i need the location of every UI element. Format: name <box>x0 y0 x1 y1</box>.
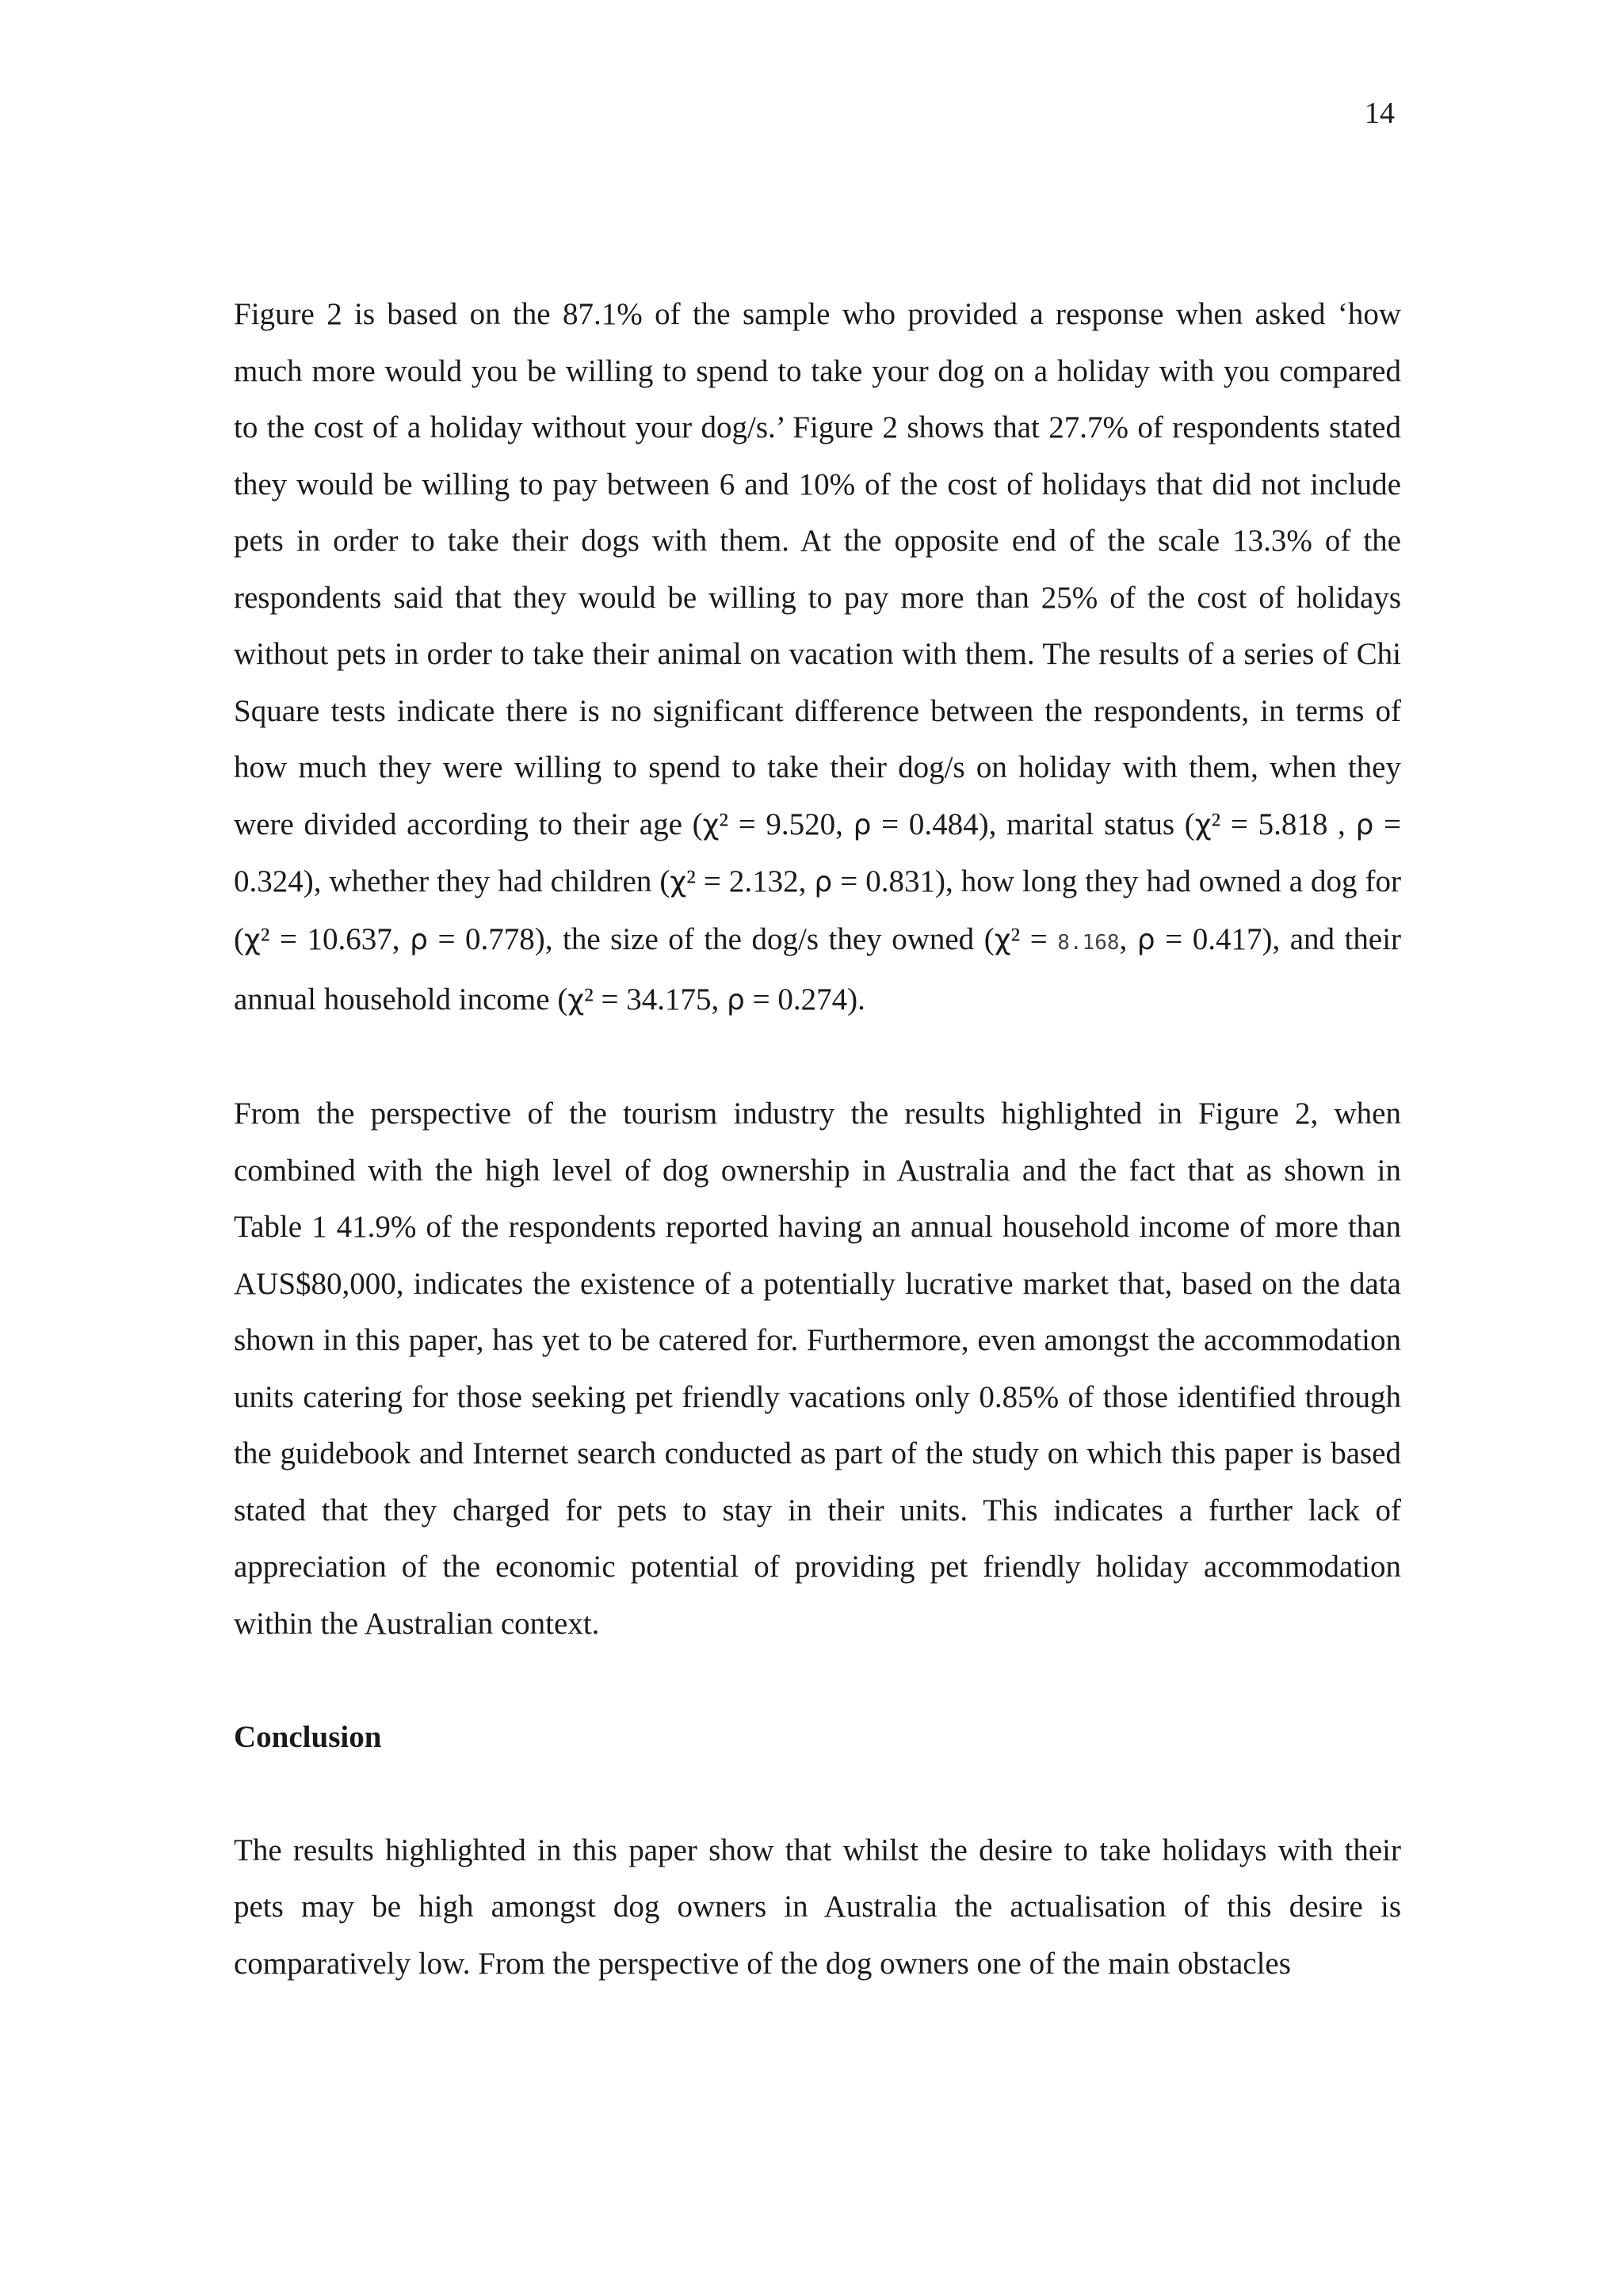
chi-symbol: χ <box>670 866 687 898</box>
chi-symbol: χ <box>994 923 1011 956</box>
text-segment: ² = 10.637, <box>260 921 411 956</box>
chi-symbol: χ <box>702 808 720 841</box>
text-segment: = 0.831), how long they had owned a dog for ( <box>234 864 1402 956</box>
text-segment: = 0.324), whether they had children ( <box>234 807 1401 898</box>
rho-symbol: ρ <box>1355 808 1374 841</box>
rho-symbol: ρ <box>1136 923 1155 956</box>
chi-symbol: χ <box>1194 808 1212 841</box>
text-segment: = 0.274). <box>744 982 865 1016</box>
text-segment: ² = 5.818 , <box>1211 807 1356 841</box>
page-number: 14 <box>1365 97 1395 130</box>
paragraph-gap <box>234 1029 1401 1086</box>
text-segment: ² = 9.520, <box>719 807 854 841</box>
page-body <box>234 286 1401 1992</box>
chi-symbol: χ <box>567 984 585 1016</box>
text-segment: Figure 2 is based on the 87.1% of the sample who provided a response when asked ‘how much more would you be willing to spend to take your dog on a holiday with you compared to the cost of a holiday without your dog/s.’ Figure 2 shows that 27.7% of respondents stated they would be willing to pay between 6 and 10% of the cost of holidays that did not include pets in order to take their dogs with them. At the opposite end of the scale 13.3% of the respondents said that they would be willing to pay more than 25% of the cost of holidays without pets in order to take their animal on vacation with them. The results of a series of Chi Square tests indicate there is no significant difference between the respondents, in terms of how much they were willing to spend to take their dog/s on holiday with them, when they were divided according to their age ( <box>234 297 1401 841</box>
chi-symbol: χ <box>244 923 261 956</box>
paragraph-conclusion: The results highlighted in this paper show that whilst the desire to take holidays with their pets may be high amongst dog owners in Australia the actualisation of this desire is comparatively low. From the perspective of the dog owners one of the main obstacles <box>234 1833 1401 1981</box>
text-segment: = 0.778), the size of the dog/s they owned ( <box>427 921 995 956</box>
text-segment: ² = 2.132, <box>686 864 815 898</box>
text-segment: = 0.484), marital status ( <box>871 807 1195 841</box>
text-segment: ² = 34.175, <box>584 982 727 1016</box>
rho-symbol: ρ <box>814 866 833 898</box>
paragraph-results <box>234 286 1401 1029</box>
text-segment: ² = <box>1010 921 1058 956</box>
paragraph-gap <box>234 1765 1401 1822</box>
paragraph-tourism: From the perspective of the tourism industry the results highlighted in Figure 2, when combined with the high level of dog ownership in Australia and the fact that as shown in Table 1 41.9% of the respondents reported having an annual household income of more than AUS$80,000, indicates the existence of a potentially lucrative market that, based on the data shown in this paper, has yet to be catered for. Furthermore, even amongst the accommodation units catering for those seeking pet friendly vacations only 0.85% of those identified through the guidebook and Internet search conducted as part of the study on which this paper is based stated that they charged for pets to stay in their units. This indicates a further lack of appreciation of the economic potential of providing pet friendly holiday accommodation within the Australian context. <box>234 1097 1401 1641</box>
section-heading: Conclusion <box>234 1719 382 1754</box>
rho-symbol: ρ <box>853 808 872 841</box>
rho-symbol: ρ <box>727 984 745 1016</box>
mono-value: 8.168 <box>1057 930 1120 955</box>
text-segment: , <box>1119 921 1137 956</box>
paragraph-gap <box>234 1652 1401 1709</box>
text-segment: = 0.417), and their annual household income ( <box>234 921 1402 1016</box>
rho-symbol: ρ <box>410 923 428 956</box>
